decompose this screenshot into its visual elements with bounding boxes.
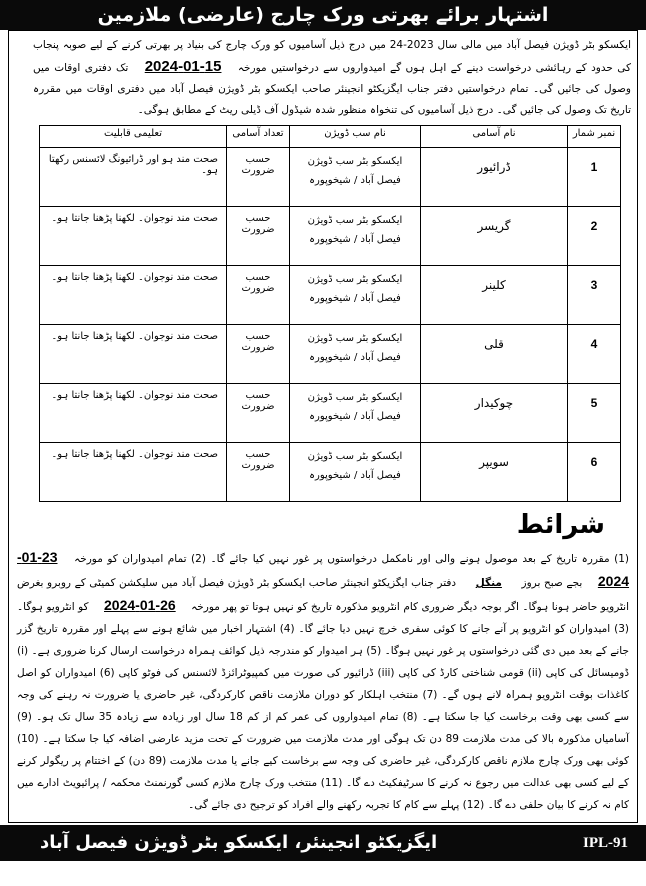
header-serial: نمبر شمار (568, 126, 621, 148)
division-name: ایکسکو بٹر سب ڈویژن (307, 215, 403, 226)
intro-paragraph (33, 35, 631, 121)
intro-text: تک دفتری اوقات میں وصول کی جائیں گی۔ تمام درخواستیں دفتر جناب ایگزیکٹو انجینئر صاحب ایکسکو بٹر ڈویژن فیصل آباد میں دفتری اوقات میں مقررہ تاریخ تک وصول کی جائیں گی۔ درج ذیل آسامیوں کی تنخواہ منظور شدہ شیڈول آف ڈیلی ریٹ کے مطابق ہوگی۔ (33, 62, 631, 116)
cell-division (290, 384, 421, 443)
alternate-interview-date: 26-01-2024 (104, 597, 176, 613)
cell-qualification: صحت مند نوجوان۔ لکھنا پڑھنا جانتا ہو۔ (40, 325, 227, 384)
cell-division (290, 148, 421, 207)
cell-serial: 4 (568, 325, 621, 384)
conditions-paragraph (17, 546, 629, 816)
conditions-text: دفتر جناب ایگزیکٹو انجینئر صاحب ایکسکو بٹر ڈویژن فیصل آباد میں سلیکشن کمیٹی کے روبرو بغرض انٹرویو حاضر ہونا ہوگا۔ اگر بوجہ دیگر ضروری کام انٹرویو مذکورہ تاریخ کو نہیں ہوتا تو پھر مورخہ (17, 577, 629, 613)
division-city: فیصل آباد / شیخوپورہ (309, 234, 401, 245)
division-city: فیصل آباد / شیخوپورہ (309, 293, 401, 304)
advertisement-title: اشتہار برائے بھرتی ورک چارج (عارضی) ملازمین (0, 0, 646, 30)
cell-serial: 1 (568, 148, 621, 207)
header-count: تعداد آسامی (227, 126, 290, 148)
reference-number: IPL-91 (583, 835, 628, 851)
conditions-heading: شرائط (516, 510, 605, 540)
header-qualification: تعلیمی قابلیت (40, 126, 227, 148)
table-row (40, 325, 621, 384)
notice-frame (8, 30, 638, 823)
cell-division (290, 207, 421, 266)
cell-qualification: صحت مند نوجوان۔ لکھنا پڑھنا جانتا ہو۔ (40, 443, 227, 502)
cell-count: حسب ضرورت (227, 148, 290, 207)
issuing-authority: ایگزیکٹو انجینئر، ایکسکو بٹر ڈویژن فیصل آباد (40, 832, 438, 853)
posts-table (39, 125, 621, 502)
division-name: ایکسکو بٹر سب ڈویژن (307, 333, 403, 344)
cell-qualification: صحت مند نوجوان۔ لکھنا پڑھنا جانتا ہو۔ (40, 207, 227, 266)
intro-text: ایکسکو بٹر ڈویژن فیصل آباد میں مالی سال 2023-24 میں درج ذیل آسامیوں کو ورک چارج کی بنیاد پر بھرتی کرنے کے لیے صوبہ پنجاب کی حدود کے رہائشی درخواست دینے کے اہل ہوں گے امیدواروں سے درخواستیں مورخہ (33, 39, 632, 74)
header-division: نام سب ڈویژن (290, 126, 421, 148)
conditions-text: کو انٹرویو ہوگا۔ (3) امیدواران کو انٹرویو پر آنے جانے کا کوئی سفری خرچ نہیں دیا جائے گا۔ (4) اشتہار اخبار میں شائع ہونے سے پہلے اور مقررہ تاریخ گزر جانے کے بعد میں دی گئی درخواستوں پر غور نہیں ہوگا۔ (5) ہر امیدوار کو مندرجہ ذیل کوائف ہمراہ درخواست ارسال کرنا ضروری ہے۔ (i) ڈومیسائل کی کاپی (ii) قومی شناختی کارڈ کی کاپی (iii) ڈرائیور کی صورت میں کمپیوٹرائزڈ لائسنس کی فوٹو کاپی (6) امیدواران کو اصل کاغذات بوقت انٹرویو ہمراہ لانے ہوں گے۔ (7) منتخب اہلکار کو دوران ملازمت ناقص کارکردگی، غیر حاضری یا ضرورت نہ رہنے کی وجہ سے کسی بھی وقت برخاست کیا جا سکتا ہے۔ (8) تمام امیدواروں کی عمر کم از کم 18 سال اور زیادہ سے زیادہ 35 سال تک ہو۔ (9) آسامیاں مذکورہ بالا کی مدت ملازمت 89 دن تک ہوگی اور مدت ملازمت میں ضرورت کے تحت مزید عارضی اضافہ کیا جا سکتا ہے۔ (10) کوئی بھی ورک چارج ملازم ناقص کارکردگی، غیر حاضری کی وجہ سے برخاست کیے جانے یا مدت ملازمت (89 دن) کے اختتام پر ریگولر کرنے کے لیے کسی بھی عدالت میں رجوع نہ کرنے کا سرٹیفکیٹ دے گا۔ (11) منتخب ورک چارج ملازم کسی گورنمنٹ محکمہ / پرائیویٹ ادارے میں کام نہ کرنے کا بیان حلفی دے گا۔ (12) پہلے سے کام کا تجربہ رکھنے والے افراد کو ترجیح دی جائے گی۔ (17, 601, 630, 811)
cell-qualification: صحت مند نوجوان۔ لکھنا پڑھنا جانتا ہو۔ (40, 266, 227, 325)
cell-serial: 5 (568, 384, 621, 443)
cell-post: چوکیدار (421, 384, 568, 443)
cell-post: کلینر (421, 266, 568, 325)
table-row (40, 443, 621, 502)
cell-serial: 3 (568, 266, 621, 325)
division-city: فیصل آباد / شیخوپورہ (309, 352, 401, 363)
cell-serial: 6 (568, 443, 621, 502)
cell-count: حسب ضرورت (227, 266, 290, 325)
division-city: فیصل آباد / شیخوپورہ (309, 175, 401, 186)
interview-date: 23-01-2024 (17, 549, 630, 589)
cell-count: حسب ضرورت (227, 325, 290, 384)
cell-count: حسب ضرورت (227, 443, 290, 502)
division-name: ایکسکو بٹر سب ڈویژن (307, 156, 403, 167)
header-post: نام آسامی (421, 126, 568, 148)
interview-day: منگل (475, 577, 502, 589)
cell-post: سویپر (421, 443, 568, 502)
cell-post: قلی (421, 325, 568, 384)
conditions-text: بجے صبح بروز (521, 577, 583, 589)
division-name: ایکسکو بٹر سب ڈویژن (307, 274, 403, 285)
table-row (40, 148, 621, 207)
division-name: ایکسکو بٹر سب ڈویژن (307, 392, 403, 403)
table-header-row (40, 126, 621, 148)
conditions-text: (1) مقررہ تاریخ کے بعد موصول ہونے والی اور نامکمل درخواستوں پر غور نہیں کیا جائے گا۔ (2) تمام امیدواران کو مورخہ (74, 553, 630, 565)
cell-serial: 2 (568, 207, 621, 266)
cell-count: حسب ضرورت (227, 384, 290, 443)
cell-division (290, 325, 421, 384)
cell-qualification: صحت مند نوجوان۔ لکھنا پڑھنا جانتا ہو۔ (40, 384, 227, 443)
application-deadline-date: 15-01-2024 (144, 58, 222, 75)
cell-qualification: صحت مند ہو اور ڈرائیونگ لائسنس رکھتا ہو۔ (40, 148, 227, 207)
table-row (40, 266, 621, 325)
cell-division (290, 266, 421, 325)
cell-count: حسب ضرورت (227, 207, 290, 266)
division-city: فیصل آباد / شیخوپورہ (309, 470, 401, 481)
cell-post: ڈرائیور (421, 148, 568, 207)
division-name: ایکسکو بٹر سب ڈویژن (307, 451, 403, 462)
division-city: فیصل آباد / شیخوپورہ (309, 411, 401, 422)
table-row (40, 207, 621, 266)
cell-division (290, 443, 421, 502)
cell-post: گریسر (421, 207, 568, 266)
footer-bar (0, 825, 646, 861)
table-row (40, 384, 621, 443)
